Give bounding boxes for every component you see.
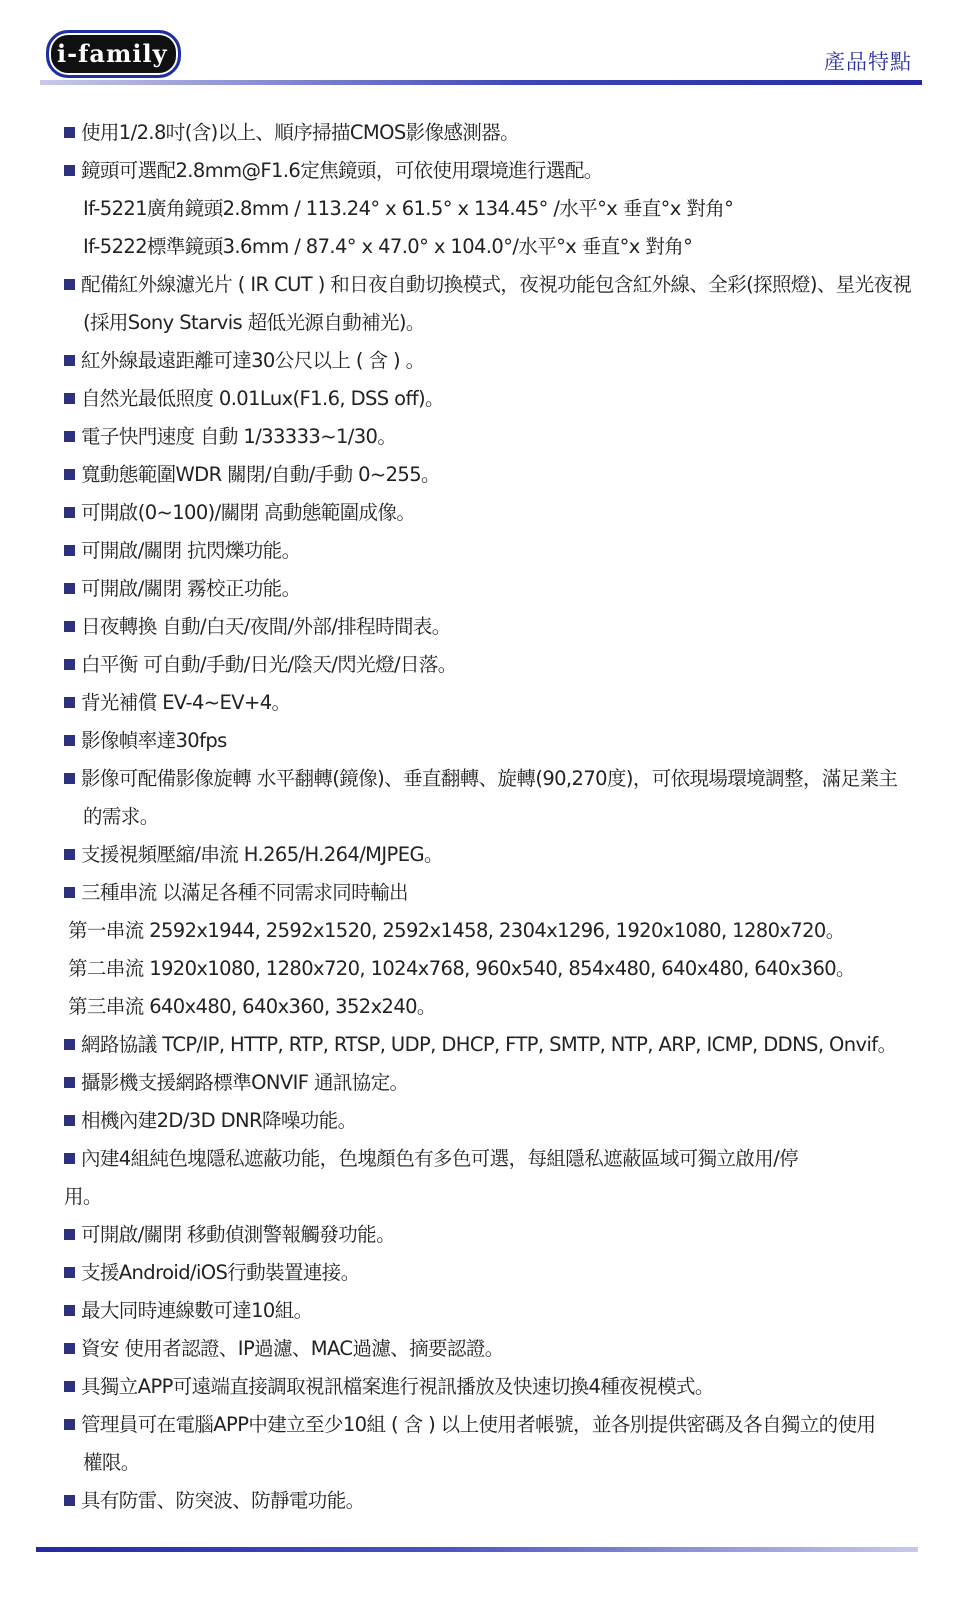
feature-text: 可開啟/關閉 移動偵測警報觸發功能。 <box>81 1223 395 1246</box>
feature-item <box>64 1368 904 1406</box>
feature-item-continuation <box>64 988 904 1026</box>
square-bullet-icon <box>64 1267 75 1278</box>
feature-item <box>64 532 904 570</box>
feature-item <box>64 608 904 646</box>
feature-item <box>64 570 904 608</box>
feature-item-continuation <box>64 190 904 228</box>
feature-item <box>64 152 904 190</box>
feature-text: 第一串流 2592x1944, 2592x1520, 2592x1458, 2304x1296, 1920x1080, 1280x720。 <box>68 919 845 942</box>
feature-text: 支援視頻壓縮/串流 H.265/H.264/MJPEG。 <box>81 843 443 866</box>
feature-item <box>64 418 904 456</box>
square-bullet-icon <box>64 393 75 404</box>
feature-text: 可開啟/關閉 霧校正功能。 <box>81 577 301 600</box>
feature-text: 攝影機支援網路標準ONVIF 通訊協定。 <box>81 1071 409 1094</box>
feature-item <box>64 1102 904 1140</box>
square-bullet-icon <box>64 887 75 898</box>
feature-item <box>64 646 904 684</box>
feature-text: 三種串流 以滿足各種不同需求同時輸出 <box>81 881 408 904</box>
square-bullet-icon <box>64 697 75 708</box>
feature-item <box>64 114 904 152</box>
feature-text: 配備紅外線濾光片 ( IR CUT ) 和日夜自動切換模式，夜視功能包含紅外線、全彩(探照燈)、星光夜視 <box>81 273 912 296</box>
feature-text: 支援Android/iOS行動裝置連接。 <box>81 1261 360 1284</box>
feature-text: 紅外線最遠距離可達30公尺以上 ( 含 ) 。 <box>81 349 425 372</box>
header-divider <box>40 80 922 85</box>
square-bullet-icon <box>64 1153 75 1164</box>
feature-item-continuation <box>64 228 904 266</box>
footer-divider <box>36 1547 918 1552</box>
feature-text: 影像可配備影像旋轉 水平翻轉(鏡像)、垂直翻轉、旋轉(90,270度)，可依現場環境調整，滿足業主 <box>81 767 898 790</box>
feature-item-continuation <box>64 912 904 950</box>
feature-text: 可開啟(0~100)/關閉 高動態範圍成像。 <box>81 501 416 524</box>
feature-text: 日夜轉換 自動/白天/夜間/外部/排程時間表。 <box>81 615 451 638</box>
feature-item <box>64 266 912 304</box>
feature-text: 的需求。 <box>83 805 159 828</box>
feature-item <box>64 1064 904 1102</box>
feature-item <box>64 722 904 760</box>
feature-item <box>64 836 904 874</box>
feature-text: 內建4組純色塊隱私遮蔽功能，色塊顏色有多色可選，每組隱私遮蔽區域可獨立啟用/停 <box>81 1147 799 1170</box>
feature-item <box>64 342 904 380</box>
feature-item <box>64 684 904 722</box>
feature-text: 第二串流 1920x1080, 1280x720, 1024x768, 960x540, 854x480, 640x480, 640x360。 <box>68 957 855 980</box>
feature-text: 背光補償 EV-4~EV+4。 <box>81 691 291 714</box>
feature-item <box>64 1406 904 1444</box>
feature-text: 網路協議 TCP/IP, HTTP, RTP, RTSP, UDP, DHCP, FTP, SMTP, NTP, ARP, ICMP, DDNS, Onvif。 <box>81 1033 897 1056</box>
feature-item <box>64 1140 904 1178</box>
square-bullet-icon <box>64 1115 75 1126</box>
feature-text: 鏡頭可選配2.8mm@F1.6定焦鏡頭，可依使用環境進行選配。 <box>81 159 603 182</box>
feature-text: 資安 使用者認證、IP過濾、MAC過濾、摘要認證。 <box>81 1337 504 1360</box>
feature-item <box>64 1026 904 1064</box>
feature-text: 管理員可在電腦APP中建立至少10組 ( 含 ) 以上使用者帳號，並各別提供密碼及各自獨立的使用 <box>81 1413 876 1436</box>
feature-item <box>64 874 904 912</box>
feature-text: If-5221廣角鏡頭2.8mm / 113.24° x 61.5° x 134.45° /水平°x 垂直°x 對角° <box>83 197 734 220</box>
feature-item <box>64 1330 904 1368</box>
square-bullet-icon <box>64 1077 75 1088</box>
feature-item <box>64 380 904 418</box>
square-bullet-icon <box>64 583 75 594</box>
feature-text: 第三串流 640x480, 640x360, 352x240。 <box>68 995 436 1018</box>
square-bullet-icon <box>64 773 75 784</box>
square-bullet-icon <box>64 849 75 860</box>
feature-text: 寬動態範圍WDR 關閉/自動/手動 0~255。 <box>81 463 440 486</box>
feature-text: 用。 <box>64 1185 102 1208</box>
square-bullet-icon <box>64 279 75 290</box>
feature-item <box>64 494 904 532</box>
feature-list <box>64 114 912 1520</box>
feature-text: 權限。 <box>83 1451 140 1474</box>
feature-item <box>64 1254 904 1292</box>
feature-item-continuation <box>64 950 904 988</box>
square-bullet-icon <box>64 1039 75 1050</box>
feature-text: 最大同時連線數可達10組。 <box>81 1299 313 1322</box>
feature-text: 相機內建2D/3D DNR降噪功能。 <box>81 1109 357 1132</box>
square-bullet-icon <box>64 127 75 138</box>
feature-text: 白平衡 可自動/手動/日光/陰天/閃光燈/日落。 <box>81 653 457 676</box>
feature-item <box>64 760 904 798</box>
logo-text: i-family <box>57 39 168 68</box>
feature-item <box>64 1482 904 1520</box>
feature-text: (採用Sony Starvis 超低光源自動補光)。 <box>83 311 425 334</box>
square-bullet-icon <box>64 1495 75 1506</box>
feature-text: 具獨立APP可遠端直接調取視訊檔案進行視訊播放及快速切換4種夜視模式。 <box>81 1375 714 1398</box>
square-bullet-icon <box>64 621 75 632</box>
square-bullet-icon <box>64 431 75 442</box>
square-bullet-icon <box>64 1229 75 1240</box>
feature-text: 影像幀率達30fps <box>81 729 227 752</box>
square-bullet-icon <box>64 735 75 746</box>
feature-item-continuation <box>64 1444 904 1482</box>
feature-text: If-5222標準鏡頭3.6mm / 87.4° x 47.0° x 104.0°/水平°x 垂直°x 對角° <box>83 235 693 258</box>
square-bullet-icon <box>64 1381 75 1392</box>
feature-item <box>64 1216 904 1254</box>
feature-text: 使用1/2.8吋(含)以上、順序掃描CMOS影像感測器。 <box>81 121 520 144</box>
square-bullet-icon <box>64 1343 75 1354</box>
feature-text: 電子快門速度 自動 1/33333~1/30。 <box>81 425 397 448</box>
feature-item <box>64 456 904 494</box>
square-bullet-icon <box>64 165 75 176</box>
feature-text: 可開啟/關閉 抗閃爍功能。 <box>81 539 301 562</box>
feature-item <box>64 1292 904 1330</box>
feature-item-continuation <box>64 1178 904 1216</box>
feature-text: 自然光最低照度 0.01Lux(F1.6, DSS off)。 <box>81 387 444 410</box>
feature-item-continuation <box>64 798 904 836</box>
square-bullet-icon <box>64 355 75 366</box>
feature-text: 具有防雷、防突波、防靜電功能。 <box>81 1489 365 1512</box>
square-bullet-icon <box>64 1305 75 1316</box>
page-title: 產品特點 <box>824 50 912 74</box>
square-bullet-icon <box>64 1419 75 1430</box>
square-bullet-icon <box>64 469 75 480</box>
brand-logo <box>46 30 181 78</box>
page-header <box>0 0 960 92</box>
square-bullet-icon <box>64 507 75 518</box>
square-bullet-icon <box>64 659 75 670</box>
square-bullet-icon <box>64 545 75 556</box>
feature-item-continuation <box>64 304 904 342</box>
